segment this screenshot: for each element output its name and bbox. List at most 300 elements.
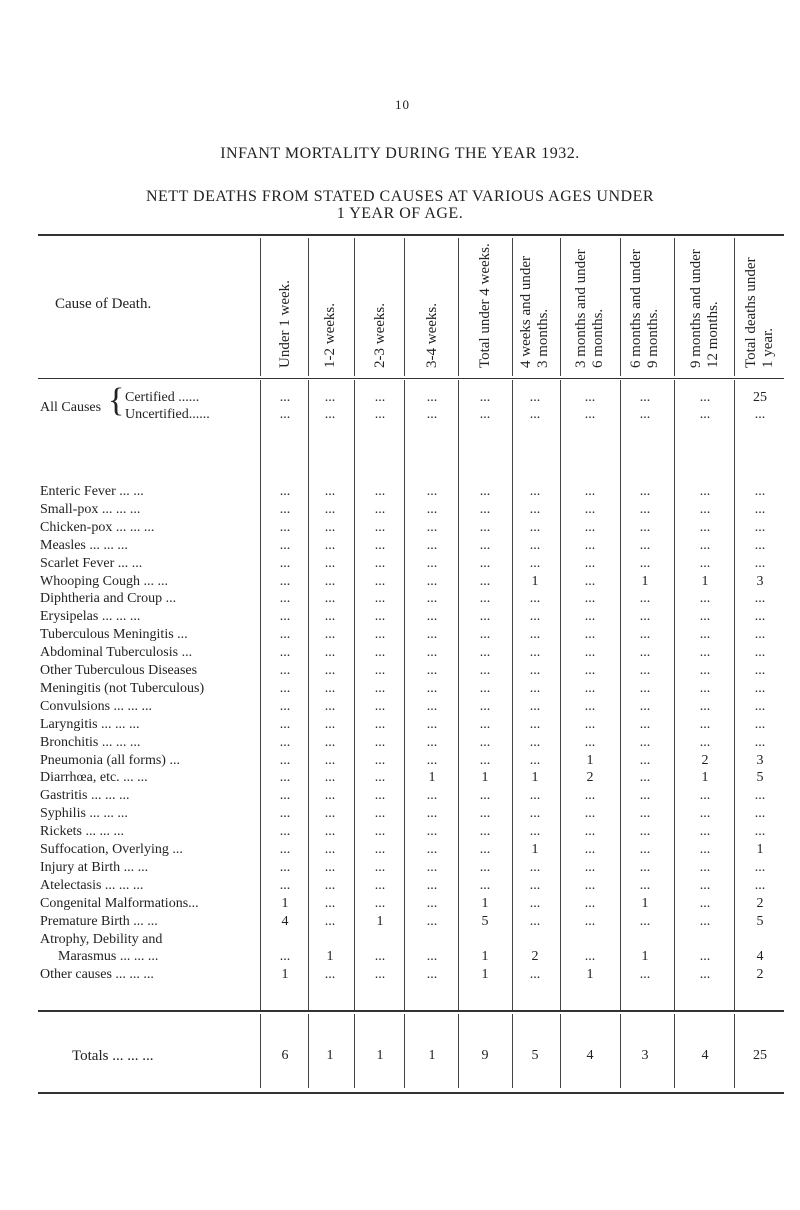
table-cell: ... bbox=[279, 770, 291, 786]
table-cell: 2 bbox=[701, 752, 709, 768]
table-cell: ... bbox=[754, 877, 766, 893]
table-cell: ... bbox=[479, 877, 491, 893]
table-cell: ... bbox=[279, 627, 291, 643]
table-cell: 1 bbox=[481, 895, 489, 911]
table-cell: ... bbox=[426, 913, 438, 929]
table-cell: ... bbox=[279, 877, 291, 893]
column-divider bbox=[560, 1014, 561, 1088]
table-cell: ... bbox=[374, 734, 386, 750]
table-cell: ... bbox=[699, 591, 711, 607]
table-cell: ... bbox=[426, 609, 438, 625]
header-cause: Cause of Death. bbox=[55, 296, 152, 312]
table-cell: ... bbox=[479, 501, 491, 517]
column-divider bbox=[734, 380, 735, 1010]
all-causes-label: All Causes bbox=[40, 400, 102, 415]
table-cell: ... bbox=[279, 698, 291, 714]
column-divider bbox=[512, 238, 513, 376]
table-cell: ... bbox=[479, 824, 491, 840]
table-cell: ... bbox=[584, 806, 596, 822]
table-cell: ... bbox=[279, 663, 291, 678]
table-cell: ... bbox=[699, 663, 711, 678]
table-cell: ... bbox=[754, 788, 766, 804]
table-cell: ... bbox=[584, 698, 596, 714]
table-cell: ... bbox=[529, 484, 541, 499]
column-header bbox=[743, 246, 777, 368]
table-cell: 4 bbox=[281, 913, 289, 929]
table-cell: ... bbox=[324, 967, 336, 983]
table-cell: ... bbox=[529, 555, 541, 571]
column-header-line: 3-4 weeks. bbox=[423, 303, 440, 368]
table-cell: ... bbox=[754, 609, 766, 625]
table-cell: ... bbox=[699, 806, 711, 822]
table-cell: ... bbox=[426, 519, 438, 535]
totals-cell: 4 bbox=[586, 1048, 594, 1063]
column-header bbox=[688, 246, 722, 368]
table-cell: 1 bbox=[428, 770, 436, 786]
cause-label: Whooping Cough ... ... bbox=[40, 573, 168, 589]
table-cell: ... bbox=[584, 842, 596, 857]
table-cell: ... bbox=[699, 788, 711, 804]
table-cell: ... bbox=[529, 663, 541, 678]
table-cell: ... bbox=[479, 609, 491, 625]
table-cell: ... bbox=[374, 609, 386, 625]
column-header bbox=[628, 246, 662, 368]
table-cell: ... bbox=[699, 519, 711, 535]
table-cell: ... bbox=[374, 573, 386, 589]
table-cell: ... bbox=[529, 698, 541, 714]
table-cell: ... bbox=[479, 716, 491, 732]
table-cell: ... bbox=[699, 913, 711, 929]
table-cell: 1 bbox=[641, 895, 649, 911]
table-cell: ... bbox=[754, 859, 766, 875]
column-header bbox=[424, 246, 441, 368]
table-cell: ... bbox=[699, 627, 711, 643]
table-cell: ... bbox=[426, 806, 438, 822]
table-cell: ... bbox=[374, 698, 386, 714]
column-header-line: 9 months and under bbox=[688, 249, 704, 368]
table-subtitle bbox=[0, 188, 800, 222]
all-causes-certified-cell: ... bbox=[639, 390, 651, 405]
table-cell: ... bbox=[529, 824, 541, 840]
column-divider bbox=[734, 238, 735, 376]
table-cell: ... bbox=[639, 770, 651, 786]
table-cell: 1 bbox=[481, 949, 489, 965]
table-cell: 1 bbox=[531, 573, 539, 589]
table-cell: ... bbox=[324, 645, 336, 661]
cause-label: Diarrhœa, etc. ... ... bbox=[40, 770, 148, 786]
table-cell: ... bbox=[279, 949, 291, 965]
column-divider bbox=[404, 380, 405, 1010]
cause-label: Atrophy, Debility and bbox=[40, 931, 163, 947]
cause-label: Diphtheria and Croup ... bbox=[40, 591, 177, 607]
table-cell: ... bbox=[324, 913, 336, 929]
table-cell: ... bbox=[584, 788, 596, 804]
table-cell: ... bbox=[529, 877, 541, 893]
all-causes-uncertified-cell: ... bbox=[584, 407, 596, 422]
table-cell: ... bbox=[374, 877, 386, 893]
column-header-line: 12 months. bbox=[705, 301, 721, 368]
page-number: 10 bbox=[395, 97, 410, 112]
table-cell: ... bbox=[699, 484, 711, 499]
column-header-line: Under 1 week. bbox=[276, 280, 293, 368]
table-cell: ... bbox=[639, 537, 651, 553]
table-cell: ... bbox=[529, 680, 541, 696]
table-cell: ... bbox=[754, 484, 766, 499]
table-cell: ... bbox=[426, 859, 438, 875]
table-cell: ... bbox=[324, 770, 336, 786]
all-causes-uncertified-cell: ... bbox=[426, 407, 438, 422]
table-cell: ... bbox=[699, 698, 711, 714]
totals-cell: 6 bbox=[281, 1048, 289, 1063]
cause-label: Injury at Birth ... ... bbox=[40, 859, 149, 875]
table-cell: ... bbox=[324, 680, 336, 696]
cause-label: Convulsions ... ... ... bbox=[40, 698, 153, 714]
table-cell: ... bbox=[279, 573, 291, 589]
table-cell: ... bbox=[374, 824, 386, 840]
table-cell: ... bbox=[479, 537, 491, 553]
table-cell: ... bbox=[754, 680, 766, 696]
table-cell: ... bbox=[426, 895, 438, 911]
table-cell: ... bbox=[374, 949, 386, 965]
table-cell: 2 bbox=[531, 949, 539, 965]
cause-label: Rickets ... ... ... bbox=[40, 824, 124, 840]
table-cell: ... bbox=[699, 609, 711, 625]
column-header bbox=[573, 246, 607, 368]
column-divider bbox=[734, 1014, 735, 1088]
table-cell: ... bbox=[584, 484, 596, 499]
table-cell: ... bbox=[324, 877, 336, 893]
totals-label: Totals ... ... ... bbox=[72, 1048, 154, 1064]
table-cell: ... bbox=[374, 716, 386, 732]
table-cell: ... bbox=[279, 519, 291, 535]
table-cell: ... bbox=[279, 501, 291, 517]
table-cell: ... bbox=[639, 519, 651, 535]
table-cell: ... bbox=[699, 555, 711, 571]
certified-label: Certified ...... bbox=[125, 390, 200, 405]
table-cell: ... bbox=[754, 627, 766, 643]
table-cell: ... bbox=[279, 806, 291, 822]
table-cell: ... bbox=[426, 663, 438, 678]
totals-cell: 9 bbox=[481, 1048, 489, 1063]
table-cell: 1 bbox=[641, 573, 649, 589]
table-cell: ... bbox=[374, 627, 386, 643]
table-cell: ... bbox=[279, 842, 291, 857]
table-cell: ... bbox=[584, 573, 596, 589]
table-cell: ... bbox=[279, 537, 291, 553]
table-cell: ... bbox=[639, 555, 651, 571]
table-cell: ... bbox=[324, 519, 336, 535]
table-cell: ... bbox=[584, 519, 596, 535]
table-cell: 4 bbox=[756, 949, 764, 965]
table-cell: ... bbox=[639, 913, 651, 929]
table-cell: ... bbox=[279, 752, 291, 768]
table-cell: ... bbox=[584, 609, 596, 625]
column-header-line: Total under 4 weeks. bbox=[476, 243, 493, 368]
column-divider bbox=[260, 238, 261, 376]
table-cell: ... bbox=[754, 716, 766, 732]
table-cell: ... bbox=[374, 680, 386, 696]
table-cell: ... bbox=[324, 895, 336, 911]
cause-label: Syphilis ... ... ... bbox=[40, 806, 128, 822]
table-cell: 1 bbox=[376, 913, 384, 929]
table-cell: ... bbox=[699, 537, 711, 553]
table-cell: ... bbox=[324, 716, 336, 732]
column-divider bbox=[620, 238, 621, 376]
table-cell: ... bbox=[479, 806, 491, 822]
column-header bbox=[322, 246, 339, 368]
table-cell: 1 bbox=[586, 967, 594, 983]
all-causes-uncertified-cell: ... bbox=[324, 407, 336, 422]
table-cell: ... bbox=[479, 573, 491, 589]
column-divider bbox=[674, 238, 675, 376]
table-cell: ... bbox=[699, 716, 711, 732]
table-cell: ... bbox=[279, 788, 291, 804]
cause-label: Chicken-pox ... ... ... bbox=[40, 519, 155, 535]
table-cell: ... bbox=[279, 716, 291, 732]
column-divider bbox=[620, 380, 621, 1010]
table-cell: ... bbox=[479, 645, 491, 661]
table-cell: ... bbox=[584, 555, 596, 571]
all-causes-certified-cell: ... bbox=[374, 390, 386, 405]
table-title: INFANT MORTALITY DURING THE YEAR 1932. bbox=[220, 145, 580, 162]
table-cell: ... bbox=[584, 895, 596, 911]
table-cell: ... bbox=[426, 501, 438, 517]
table-cell: ... bbox=[754, 591, 766, 607]
column-divider bbox=[308, 380, 309, 1010]
table-cell: ... bbox=[529, 519, 541, 535]
all-causes-uncertified-cell: ... bbox=[279, 407, 291, 422]
column-divider bbox=[354, 380, 355, 1010]
table-cell: 2 bbox=[756, 895, 764, 911]
table-cell: ... bbox=[479, 519, 491, 535]
table-cell: ... bbox=[426, 752, 438, 768]
column-divider bbox=[354, 1014, 355, 1088]
table-cell: ... bbox=[479, 698, 491, 714]
cause-label: Other causes ... ... ... bbox=[40, 967, 154, 983]
table-cell: ... bbox=[639, 680, 651, 696]
cause-label: Small-pox ... ... ... bbox=[40, 501, 141, 517]
table-cell: ... bbox=[479, 591, 491, 607]
table-cell: ... bbox=[584, 949, 596, 965]
table-cell: ... bbox=[479, 663, 491, 678]
table-cell: ... bbox=[584, 913, 596, 929]
table-cell: ... bbox=[426, 555, 438, 571]
column-header-line: 6 months and under bbox=[628, 249, 644, 368]
table-cell: ... bbox=[529, 913, 541, 929]
table-cell: 1 bbox=[326, 949, 334, 965]
subtitle-line-1: NETT DEATHS FROM STATED CAUSES AT VARIOUS AGES UNDER bbox=[145, 188, 655, 205]
table-cell: ... bbox=[324, 627, 336, 643]
table-cell: ... bbox=[279, 734, 291, 750]
table-cell: ... bbox=[754, 537, 766, 553]
header-bottom-rule bbox=[38, 378, 784, 379]
totals-cell: 1 bbox=[326, 1048, 334, 1063]
table-cell: ... bbox=[426, 967, 438, 983]
table-cell: ... bbox=[324, 609, 336, 625]
column-divider bbox=[560, 238, 561, 376]
table-cell: ... bbox=[324, 484, 336, 499]
table-cell: ... bbox=[374, 859, 386, 875]
table-cell: ... bbox=[374, 484, 386, 499]
table-cell: 1 bbox=[281, 895, 289, 911]
table-cell: 1 bbox=[531, 842, 539, 857]
column-header-line: 4 weeks and under bbox=[518, 255, 534, 368]
table-cell: ... bbox=[584, 501, 596, 517]
table-cell: ... bbox=[639, 591, 651, 607]
table-cell: ... bbox=[699, 859, 711, 875]
table-cell: ... bbox=[324, 663, 336, 678]
column-divider bbox=[404, 238, 405, 376]
table-cell: 1 bbox=[281, 967, 289, 983]
all-causes-uncertified-cell: ... bbox=[479, 407, 491, 422]
column-divider bbox=[620, 1014, 621, 1088]
table-cell: 5 bbox=[756, 770, 764, 786]
cause-label: Meningitis (not Tuberculous) bbox=[40, 680, 205, 696]
table-cell: ... bbox=[279, 484, 291, 499]
table-cell: ... bbox=[374, 895, 386, 911]
table-cell: ... bbox=[584, 645, 596, 661]
table-cell: ... bbox=[324, 824, 336, 840]
table-cell: ... bbox=[374, 645, 386, 661]
table-cell: ... bbox=[374, 591, 386, 607]
table-cell: ... bbox=[639, 627, 651, 643]
table-cell: ... bbox=[639, 859, 651, 875]
table-cell: ... bbox=[529, 859, 541, 875]
table-cell: ... bbox=[426, 716, 438, 732]
table-cell: ... bbox=[479, 752, 491, 768]
cause-label: Measles ... ... ... bbox=[40, 537, 128, 553]
table-cell: ... bbox=[639, 609, 651, 625]
cause-label: Abdominal Tuberculosis ... bbox=[40, 645, 193, 661]
column-divider bbox=[308, 238, 309, 376]
table-cell: ... bbox=[426, 645, 438, 661]
table-cell: ... bbox=[639, 501, 651, 517]
cause-label: Tuberculous Meningitis ... bbox=[40, 627, 188, 643]
table-cell: ... bbox=[479, 680, 491, 696]
column-header-line: 3 months and under bbox=[573, 249, 589, 368]
all-causes-certified-cell: 25 bbox=[753, 390, 767, 405]
column-header bbox=[476, 243, 494, 368]
all-causes-uncertified-cell: ... bbox=[639, 407, 651, 422]
totals-cell: 1 bbox=[376, 1048, 384, 1063]
cause-label: Erysipelas ... ... ... bbox=[40, 609, 141, 625]
table-cell: ... bbox=[324, 537, 336, 553]
table-cell: ... bbox=[584, 591, 596, 607]
table-cell: ... bbox=[324, 842, 336, 857]
column-divider bbox=[674, 380, 675, 1010]
totals-cell: 3 bbox=[641, 1048, 649, 1063]
table-cell: ... bbox=[426, 537, 438, 553]
table-cell: ... bbox=[374, 752, 386, 768]
table-cell: ... bbox=[584, 859, 596, 875]
table-cell: ... bbox=[639, 877, 651, 893]
table-cell: ... bbox=[584, 824, 596, 840]
table-cell: 1 bbox=[701, 573, 709, 589]
table-cell: ... bbox=[324, 734, 336, 750]
table-cell: ... bbox=[479, 842, 491, 857]
column-divider bbox=[512, 380, 513, 1010]
table-cell: ... bbox=[639, 663, 651, 678]
table-cell: ... bbox=[529, 788, 541, 804]
table-cell: 5 bbox=[481, 913, 489, 929]
totals-cell: 5 bbox=[531, 1048, 539, 1063]
table-cell: ... bbox=[699, 680, 711, 696]
column-header-line: 3 months. bbox=[535, 308, 551, 368]
cause-label: Atelectasis ... ... ... bbox=[40, 877, 144, 893]
table-cell: ... bbox=[279, 859, 291, 875]
table-cell: ... bbox=[426, 484, 438, 499]
column-header bbox=[518, 246, 552, 368]
table-cell: ... bbox=[324, 555, 336, 571]
table-cell: ... bbox=[529, 645, 541, 661]
table-cell: ... bbox=[754, 555, 766, 571]
table-cell: ... bbox=[639, 752, 651, 768]
table-cell: ... bbox=[529, 537, 541, 553]
table-cell: ... bbox=[639, 698, 651, 714]
table-cell: ... bbox=[529, 609, 541, 625]
table-cell: ... bbox=[584, 537, 596, 553]
table-cell: ... bbox=[529, 591, 541, 607]
table-cell: ... bbox=[324, 501, 336, 517]
table-cell: ... bbox=[639, 824, 651, 840]
all-causes-uncertified-cell: ... bbox=[754, 407, 766, 422]
table-cell: ... bbox=[529, 716, 541, 732]
table-cell: 1 bbox=[756, 842, 764, 857]
table-cell: 1 bbox=[481, 967, 489, 983]
table-cell: ... bbox=[426, 734, 438, 750]
table-cell: ... bbox=[529, 806, 541, 822]
table-cell: 1 bbox=[701, 770, 709, 786]
all-causes-certified-cell: ... bbox=[529, 390, 541, 405]
column-divider bbox=[458, 380, 459, 1010]
table-cell: ... bbox=[374, 806, 386, 822]
cause-label: Bronchitis ... ... ... bbox=[40, 734, 141, 750]
table-cell: ... bbox=[279, 609, 291, 625]
cause-label: Gastritis ... ... ... bbox=[40, 788, 130, 804]
column-divider bbox=[512, 1014, 513, 1088]
table-top-rule bbox=[38, 234, 784, 236]
table-cell: ... bbox=[639, 806, 651, 822]
table-cell: ... bbox=[426, 877, 438, 893]
table-cell: ... bbox=[584, 716, 596, 732]
table-cell: ... bbox=[279, 645, 291, 661]
table-cell: ... bbox=[584, 734, 596, 750]
table-cell: ... bbox=[639, 734, 651, 750]
table-cell: ... bbox=[699, 842, 711, 857]
all-causes-certified-cell: ... bbox=[324, 390, 336, 405]
table-cell: ... bbox=[754, 645, 766, 661]
totals-cell: 1 bbox=[428, 1048, 436, 1063]
table-cell: ... bbox=[426, 627, 438, 643]
table-cell: 1 bbox=[481, 770, 489, 786]
subtitle-line-2: 1 YEAR OF AGE. bbox=[336, 205, 464, 222]
table-cell: ... bbox=[374, 663, 386, 678]
table-cell: ... bbox=[426, 949, 438, 965]
all-causes-certified-cell: ... bbox=[279, 390, 291, 405]
all-causes-uncertified-cell: ... bbox=[529, 407, 541, 422]
column-header-line: Total deaths under bbox=[743, 257, 759, 368]
table-cell: ... bbox=[374, 501, 386, 517]
table-cell: ... bbox=[426, 591, 438, 607]
table-cell: ... bbox=[699, 824, 711, 840]
table-cell: ... bbox=[374, 555, 386, 571]
table-cell: ... bbox=[324, 573, 336, 589]
column-divider bbox=[354, 238, 355, 376]
column-divider bbox=[674, 1014, 675, 1088]
table-cell: ... bbox=[584, 663, 596, 678]
table-cell: ... bbox=[754, 519, 766, 535]
cause-label: Enteric Fever ... ... bbox=[40, 484, 144, 499]
